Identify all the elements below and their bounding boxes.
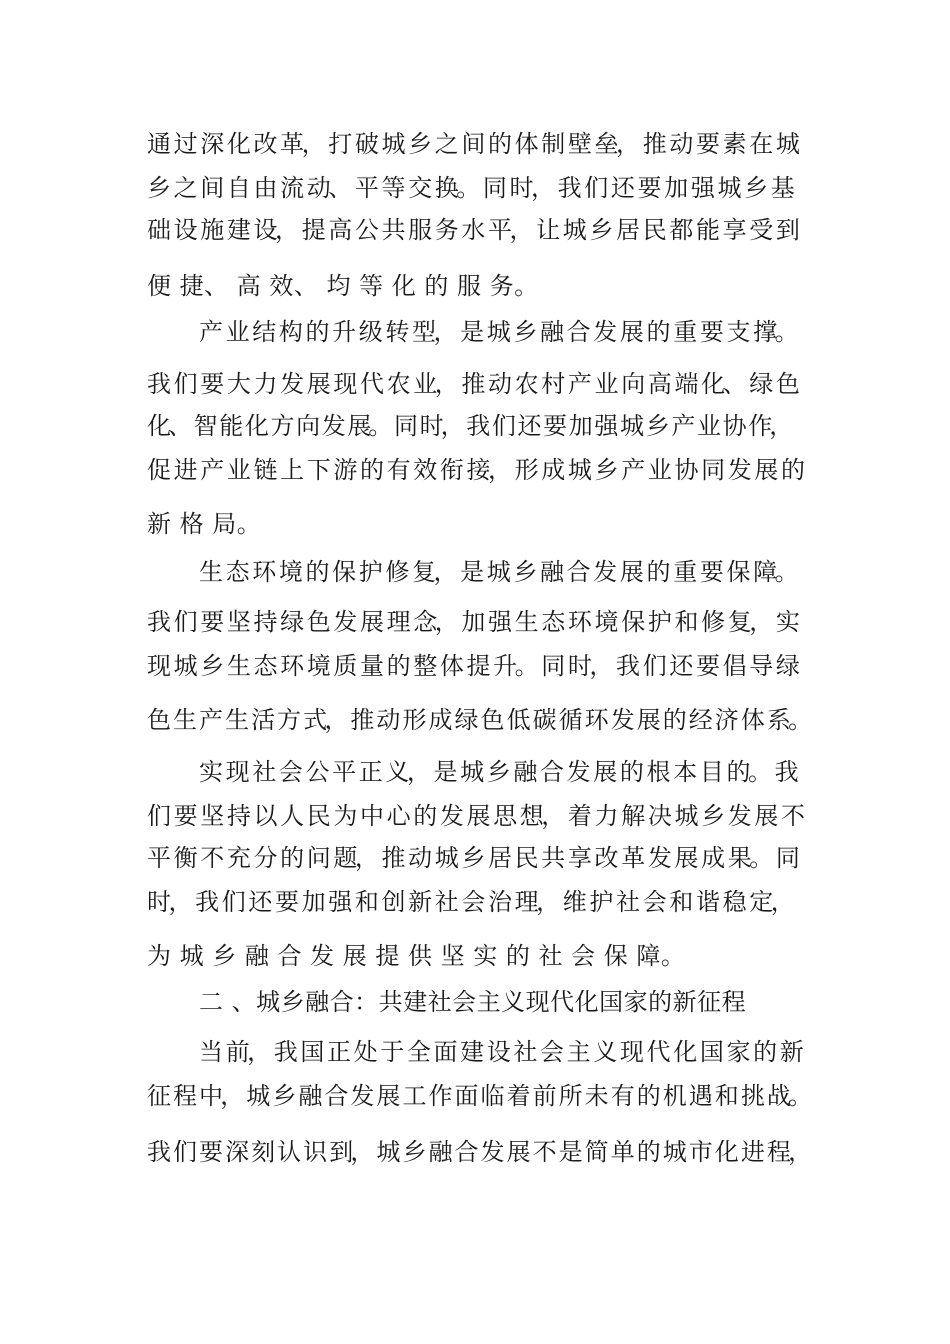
paragraph-line: 通 过 深 化 改 革， 打 破 城 乡 之 间 的 体 制 壁 垒， 推 动 要 素 在 城	[147, 130, 798, 158]
paragraph-line: 我 们 要 深 刻 认 识 到， 城 乡 融 合 发 展 不 是 简 单 的 城 市 化 进 程，	[147, 1138, 810, 1166]
paragraph-line: 产 业 结 构 的 升 级 转 型， 是 城 乡 融 合 发 展 的 重 要 支 撑。	[199, 318, 797, 346]
paragraph-line: 便 捷、 高 效、 均 等 化 的 服 务。	[147, 272, 539, 300]
paragraph-line: 现 城 乡 生 态 环 境 质 量 的 整 体 提 升。 同 时， 我 们 还 要 倡 导 绿	[147, 652, 798, 680]
paragraph-line: 色 生 产 生 活 方 式， 推 动 形 成 绿 色 低 碳 循 环 发 展 的 经 济 体 系。	[147, 706, 810, 734]
paragraph-line: 新 格 局。	[147, 510, 262, 538]
paragraph-line: 实 现 社 会 公 平 正 义， 是 城 乡 融 合 发 展 的 根 本 目 的。 我	[199, 758, 797, 786]
paragraph-line: 促 进 产 业 链 上 下 游 的 有 效 衔 接， 形 成 城 乡 产 业 协 同 发 展 的	[147, 456, 803, 484]
paragraph-line: 时， 我 们 还 要 加 强 和 创 新 社 会 治 理， 维 护 社 会 和 谐 稳 定，	[147, 888, 793, 916]
section-heading: 二 、城乡融合：共建社会主义现代化国家的新征程	[199, 988, 747, 1016]
paragraph-line: 征 程 中， 城 乡 融 合 发 展 工 作 面 临 着 前 所 未 有 的 机 遇 和 挑 战。	[147, 1082, 810, 1110]
paragraph-line: 平 衡 不 充 分 的 问 题， 推 动 城 乡 居 民 共 享 改 革 发 展 成 果。 同	[147, 844, 798, 872]
paragraph-line: 乡 之 间 自 由 流 动、 平 等 交 换。 同 时， 我 们 还 要 加 强 城 乡 基	[147, 174, 793, 202]
paragraph-line: 当 前， 我 国 正 处 于 全 面 建 设 社 会 主 义 现 代 化 国 家 的 新	[199, 1038, 802, 1066]
paragraph-line: 化、 智 能 化 方 向 发 展。 同 时， 我 们 还 要 加 强 城 乡 产 业 协 作，	[147, 412, 791, 440]
paragraph-line: 们 要 坚 持 以 人 民 为 中 心 的 发 展 思 想， 着 力 解 决 城 乡 发 展 不	[147, 802, 803, 830]
paragraph-line: 我 们 要 坚 持 绿 色 发 展 理 念， 加 强 生 态 环 境 保 护 和 修 复， 实	[147, 608, 798, 636]
paragraph-line: 为 城 乡 融 合 发 展 提 供 坚 实 的 社 会 保 障。	[147, 942, 686, 970]
paragraph-line: 我 们 要 大 力 发 展 现 代 农 业， 推 动 农 村 产 业 向 高 端 化、 绿 色	[147, 370, 798, 398]
paragraph-line: 生 态 环 境 的 保 护 修 复， 是 城 乡 融 合 发 展 的 重 要 保 障。	[199, 558, 797, 586]
paragraph-line: 础 设 施 建 设， 提 高 公 共 服 务 水 平， 让 城 乡 居 民 都 能 享 受 到	[147, 216, 798, 244]
